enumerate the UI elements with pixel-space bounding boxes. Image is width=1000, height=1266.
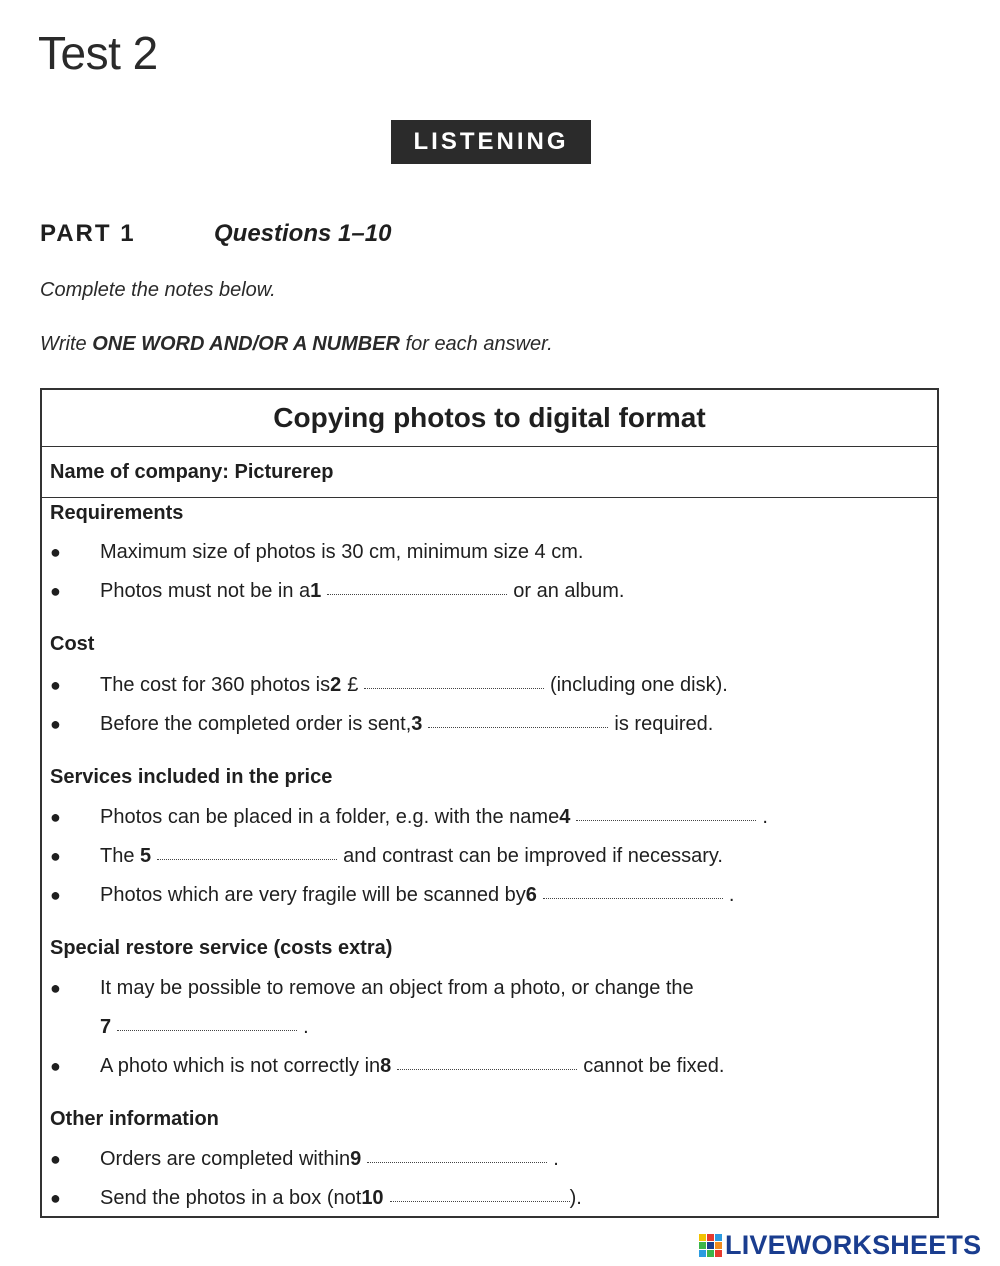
logo-text: LIVEWORKSHEETS bbox=[725, 1230, 982, 1260]
item-text: A photo which is not correctly in bbox=[100, 1055, 381, 1077]
section-badge: LISTENING bbox=[391, 120, 591, 164]
currency-symbol: £ bbox=[347, 674, 364, 696]
question-number: 3 bbox=[411, 713, 423, 735]
answer-blank-8[interactable] bbox=[397, 1068, 577, 1070]
question-number: 10 bbox=[361, 1187, 384, 1209]
answer-blank-10[interactable] bbox=[390, 1200, 570, 1202]
answer-blank-5[interactable] bbox=[157, 858, 337, 860]
item-text-after: cannot be fixed. bbox=[583, 1055, 725, 1077]
list-item bbox=[50, 806, 768, 829]
question-number: 5 bbox=[140, 845, 152, 867]
logo-mark-icon bbox=[699, 1234, 722, 1257]
item-text: Photos which are very fragile will be scanned by bbox=[100, 884, 526, 906]
answer-blank-1[interactable] bbox=[327, 593, 507, 595]
test-title: Test 2 bbox=[38, 27, 158, 79]
bullet-icon: ● bbox=[50, 807, 61, 827]
question-number: 9 bbox=[350, 1148, 362, 1170]
instruction-write-pre: Write bbox=[40, 333, 93, 355]
bullet-icon: ● bbox=[50, 581, 61, 601]
notes-title: Copying photos to digital format bbox=[42, 390, 937, 447]
question-number: 7 bbox=[100, 1016, 112, 1038]
list-item bbox=[50, 713, 713, 736]
list-item bbox=[50, 541, 583, 564]
bullet-icon: ● bbox=[50, 714, 61, 734]
questions-label: Questions 1–10 bbox=[214, 220, 392, 247]
bullet-icon: ● bbox=[50, 542, 61, 562]
item-text-after: and contrast can be improved if necessary. bbox=[343, 845, 723, 867]
list-item bbox=[50, 884, 734, 907]
list-item bbox=[50, 580, 624, 603]
item-text-after: ). bbox=[569, 1187, 582, 1209]
bullet-icon: ● bbox=[50, 1188, 61, 1208]
list-item bbox=[50, 977, 694, 1000]
instruction-write-bold: ONE WORD AND/OR A NUMBER bbox=[92, 333, 400, 355]
answer-blank-3[interactable] bbox=[428, 726, 608, 728]
item-text-after: . bbox=[728, 884, 735, 906]
company-name: Name of company: Picturerep bbox=[42, 447, 937, 498]
list-item bbox=[50, 1055, 724, 1078]
answer-blank-7[interactable] bbox=[117, 1029, 297, 1031]
instruction-complete: Complete the notes below. bbox=[40, 279, 276, 301]
list-item bbox=[50, 1148, 559, 1171]
bullet-icon: ● bbox=[50, 978, 61, 998]
item-text: Before the completed order is sent, bbox=[100, 713, 412, 735]
part-label: PART 1 bbox=[40, 220, 136, 247]
item-text: The cost for 360 photos is bbox=[100, 674, 331, 696]
liveworksheets-logo[interactable] bbox=[699, 1230, 981, 1261]
item-text-after: . bbox=[762, 806, 768, 828]
item-text: Send the photos in a box (not bbox=[100, 1187, 362, 1209]
answer-blank-6[interactable] bbox=[543, 897, 723, 899]
instruction-write-post: for each answer. bbox=[399, 333, 553, 355]
list-item bbox=[50, 845, 723, 868]
question-number: 8 bbox=[380, 1055, 392, 1077]
question-number: 1 bbox=[310, 580, 322, 602]
notes-box bbox=[40, 388, 939, 1218]
list-item bbox=[50, 674, 728, 697]
item-text: It may be possible to remove an object from a photo, or change the bbox=[100, 977, 694, 999]
bullet-icon: ● bbox=[50, 846, 61, 866]
bullet-icon: ● bbox=[50, 675, 61, 695]
heading-requirements: Requirements bbox=[50, 502, 184, 524]
question-number: 4 bbox=[559, 806, 571, 828]
heading-special-restore: Special restore service (costs extra) bbox=[50, 937, 393, 959]
list-item-continued bbox=[100, 1016, 309, 1039]
bullet-icon: ● bbox=[50, 885, 61, 905]
item-text: Photos can be placed in a folder, e.g. with the name bbox=[100, 806, 560, 828]
bullet-icon: ● bbox=[50, 1056, 61, 1076]
answer-blank-2[interactable] bbox=[364, 687, 544, 689]
item-text-after: . bbox=[303, 1016, 309, 1038]
item-text: Orders are completed within bbox=[100, 1148, 351, 1170]
question-number: 2 bbox=[330, 674, 342, 696]
list-item bbox=[50, 1187, 582, 1210]
heading-services: Services included in the price bbox=[50, 766, 333, 788]
item-text-after: or an album. bbox=[513, 580, 625, 602]
question-number: 6 bbox=[525, 884, 537, 906]
answer-blank-4[interactable] bbox=[576, 819, 756, 821]
item-text: Photos must not be in a bbox=[100, 580, 311, 602]
answer-blank-9[interactable] bbox=[367, 1161, 547, 1163]
item-text: Maximum size of photos is 30 cm, minimum size 4 cm. bbox=[100, 541, 584, 563]
bullet-icon: ● bbox=[50, 1149, 61, 1169]
heading-other-information: Other information bbox=[50, 1108, 219, 1130]
item-text-after: is required. bbox=[614, 713, 714, 735]
item-text: The bbox=[100, 845, 141, 867]
item-text-after: (including one disk). bbox=[549, 674, 728, 696]
instruction-write bbox=[40, 333, 553, 356]
heading-cost: Cost bbox=[50, 633, 95, 655]
item-text-after: . bbox=[553, 1148, 559, 1170]
